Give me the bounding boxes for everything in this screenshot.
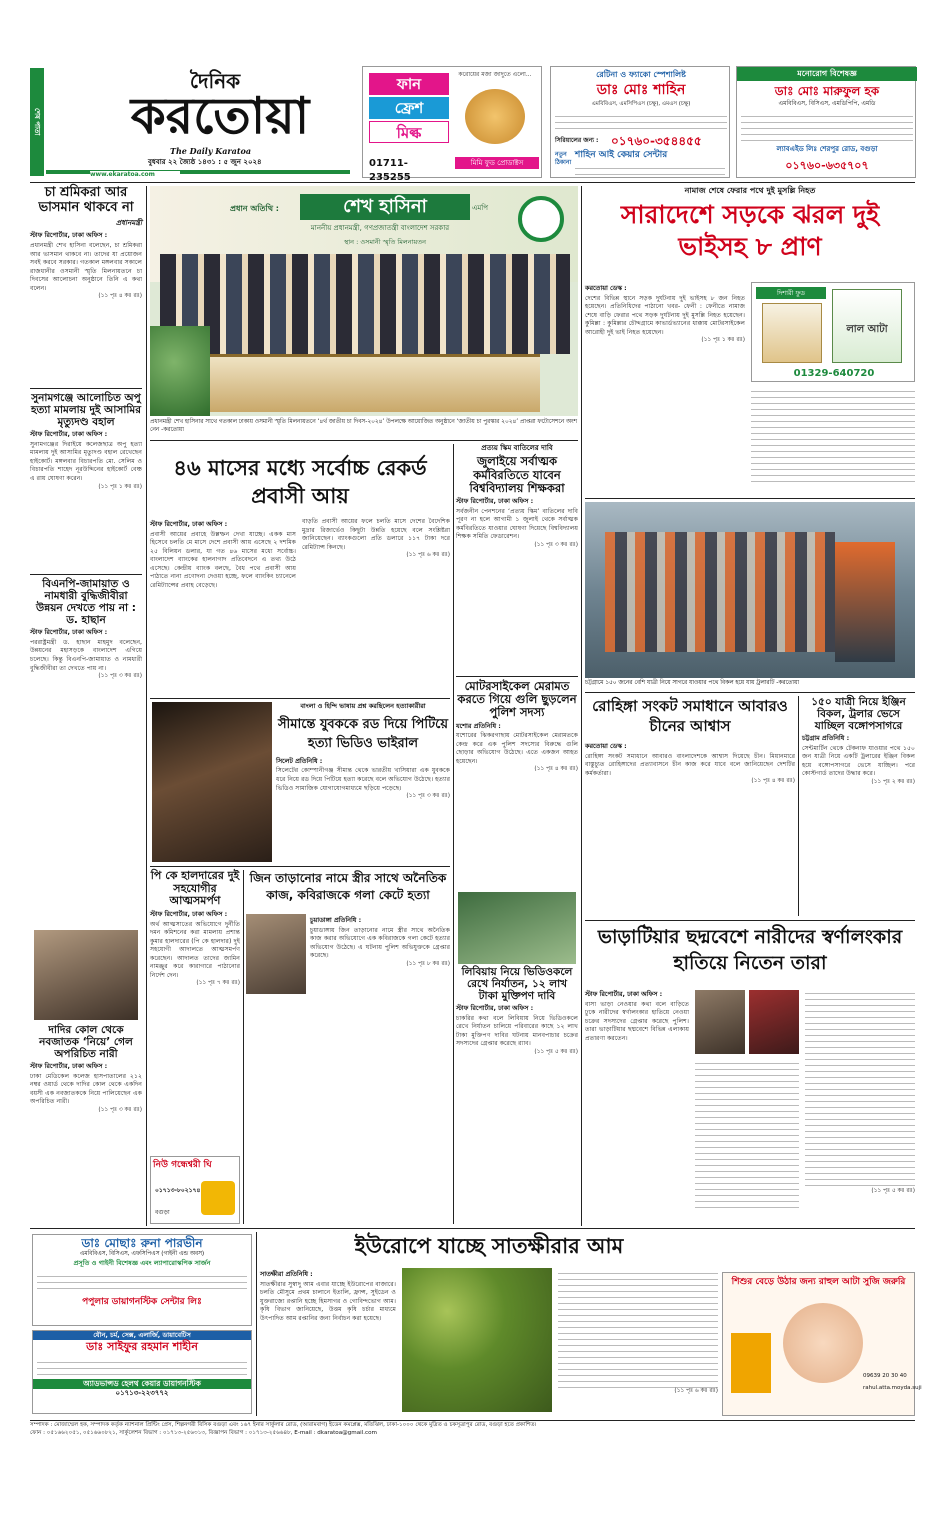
atta-packet-image <box>762 303 822 363</box>
chief-guest-label: প্রধান অতিথি : <box>230 204 280 213</box>
ad-shahin-center: অ্যাডভান্সড হেলথ কেয়ার ডায়াগনস্টিক <box>33 1379 251 1389</box>
masthead-title-top: দৈনিক <box>189 69 241 93</box>
byline: সাতক্ষীরা প্রতিনিধি : <box>260 1270 313 1278</box>
ad-psych-name: ডাঃ মোঃ মারুফুল হক <box>774 84 880 98</box>
ad-eye-serial: সিরিয়ালের জন্য : <box>555 137 599 144</box>
headline: মোটরসাইকেল মেরামত করতে গিয়ে গুলি ছুড়লেন পুলিশ সদস্য <box>457 679 577 720</box>
ad-psychiatrist <box>736 66 916 178</box>
tea-day-logo <box>518 196 564 242</box>
headline: সারাদেশে সড়কে ঝরল দুই ভাইসহ ৮ প্রাণ <box>620 199 880 261</box>
headline: সুনামগঞ্জে আলোচিত অপু হত্যা মামলায় দুই আসামির মৃত্যুদণ্ড বহাল <box>30 392 142 429</box>
photo-caption: প্রধানমন্ত্রী শেখ হাসিনার সাথে গতকাল ঢাকায় ওসমানী স্মৃতি মিলনায়তনে ‘৪র্থ জাতীয় চা দিবস-২০২৪’ উপলক্ষে আয়োজিত অনুষ্ঠানে ‘জাতীয় চা পুরস্কার ২০২৪’ প্রাপ্তরা ফটোসেশনে অংশ নেন -করতোয়া <box>150 419 577 434</box>
byline: করতোয়া ডেস্ক : <box>585 742 627 750</box>
trawler-photo <box>585 502 915 678</box>
suspect-photo-2 <box>749 990 799 1054</box>
ad-ghee-brand: নিউ গন্ধেশ্বরী ঘি <box>153 1160 212 1170</box>
headline: জিন তাড়ানোর নামে স্ত্রীর সাথে অনৈতিক কাজ, কবিরাজকে গলা কেটে হত্যা <box>249 871 447 902</box>
ad-runa-center: পপুলার ডায়াগনস্টিক সেন্টার লিঃ <box>82 1296 202 1307</box>
story-bnp <box>30 578 142 926</box>
byline: স্টাফ রিপোর্টার, ঢাকা অফিস : <box>456 497 534 506</box>
libya-victim-photo <box>458 892 576 964</box>
byline: স্টাফ রিপোর্টার, ঢাকা অফিস : <box>30 231 108 240</box>
continued: (১১ পৃঃ ১ কঃ রঃ) <box>701 337 745 344</box>
ad-eye-center: শাহিন আই কেয়ার সেন্টার <box>575 150 668 160</box>
byline: স্টাফ রিপোর্টার, ঢাকা অফিস : <box>150 909 228 918</box>
byline: চুয়াডাঙ্গা প্রতিনিধি : <box>310 916 362 924</box>
byline: সিলেট প্রতিনিধি : <box>276 756 323 765</box>
ad-atta-brand: দিশারী ফুড <box>756 287 826 299</box>
story-trawler <box>802 696 915 916</box>
venue: স্থান : ওসমানী স্মৃতি মিলনায়তন <box>343 238 427 246</box>
story-jinn <box>246 870 450 1224</box>
body: সাতক্ষীরার সুস্বাদু আম এবার যাচ্ছে ইউরোপের বাজারে। চলতি মৌসুমে প্রথম চালানে ইতালি, ফ্রান্স, সুইডেন ও যুক্তরাজ্যে রপ্তানি হচ্ছে হিমসাগর ও গোবিন্দভোগ আম। কৃষি বিভাগ জানিয়েছে, উত্তম কৃষি চর্চার মাধ্যমে উৎপাদিত আম রপ্তানির জন্য নির্বাচন করা হয়েছে। <box>260 1280 396 1322</box>
ad-dr-shahin <box>32 1330 252 1414</box>
byline: স্টাফ রিপোর্টার, ঢাকা অফিস : <box>30 1062 108 1071</box>
ad-milk-word1: ফান <box>369 73 449 95</box>
ad-runa-degree: এমবিবিএস, বিসিএস, এফসিপিএস (গাইনী এন্ড অবস) <box>79 1251 205 1258</box>
byline: চট্টগ্রাম প্রতিনিধি : <box>802 734 850 743</box>
ad-psych-top: মনোরোগ বিশেষজ্ঞ <box>737 67 917 81</box>
ad-atta-phone: 01329-640720 <box>793 368 875 379</box>
dignitaries-group <box>160 254 570 354</box>
ad-dr-runa <box>32 1234 252 1326</box>
kabiraj-photo <box>246 914 306 994</box>
byline: স্টাফ রিপোর্টার, ঢাকা অফিস : <box>585 990 663 998</box>
ad-milk <box>362 66 542 183</box>
continued: (১১ পৃঃ ৪ কঃ রঃ) <box>98 293 142 300</box>
footer <box>30 1422 915 1446</box>
ad-milk-slogan: করোয়ের মজা জাদুতে এলো... <box>458 71 532 78</box>
ad-milk-word3: মিল্ক <box>369 121 449 143</box>
continued: (১১ পৃঃ ২ কঃ রঃ) <box>871 779 915 786</box>
headline: দাদির কোল থেকে নবজাতক ‘নিয়ে’ গেল অপরিচিত নারী <box>39 1024 133 1061</box>
story-pk-haldar <box>150 870 240 1150</box>
continued: (১১ পৃঃ ৩ কঃ রঃ) <box>98 1107 142 1114</box>
story-tea-workers <box>30 186 142 386</box>
story-police <box>456 680 578 890</box>
suspect-photo-1 <box>695 990 745 1054</box>
headline: ১৫০ যাত্রী নিয়ে ইঞ্জিন বিকল, ট্রলার ভেসে যাচ্ছিল বঙ্গোপসাগরে <box>811 696 906 733</box>
body: সিলেটের কোম্পানীগঞ্জ সীমান্ত থেকে ভারতীয় খাসিয়ারা এক যুবককে ধরে নিয়ে রড দিয়ে পিটিয়ে হত্যা করেছে বলে অভিযোগ উঠেছে। হত্যার ভিডিও সামাজিক যোগাযোগমাধ্যমে ছড়িয়ে পড়েছে। <box>276 767 450 792</box>
headline: সীমান্তে যুবককে রড দিয়ে পিটিয়ে হত্যা ভিডিও ভাইরাল <box>277 716 449 751</box>
body: পররাষ্ট্রমন্ত্রী ড. হাছান মাহমুদ বলেছেন, উন্নয়নের মহাসড়কে বাংলাদেশ এগিয়ে চলেছে। কিন্তু বিএনপি-জামায়াত ও নামধারী বুদ্ধিজীবীরা তা দেখতে পায় না। <box>30 638 142 672</box>
chief-guest-suffix: এমপি <box>472 204 488 212</box>
ad-ghee <box>150 1156 240 1224</box>
masthead-url[interactable]: www.ekaratoa.com <box>90 171 180 179</box>
side-label: শেষ পাতা <box>30 68 44 176</box>
body: সেন্টমার্টিন থেকে টেকনাফ যাওয়ার পথে ১৫০ জন যাত্রী নিয়ে একটি ট্রলারের ইঞ্জিন বিকল হয়ে বঙ্গোপসাগরে ভেসে যাচ্ছিল। পরে কোস্টগার্ড তাদের উদ্ধার করে। <box>802 744 915 778</box>
ad-eye-name: ডাঃ মোঃ শাহিন <box>596 82 686 98</box>
continued: (১১ পৃঃ ৩ কঃ রঃ) <box>534 541 578 548</box>
ad-shahin-phone: ০১৭১৩-২২৩৭৭২ <box>115 1388 169 1397</box>
byline: করতোয়া ডেস্ক : <box>585 284 627 292</box>
mango-photo <box>402 1268 552 1412</box>
continued: (১১ পৃঃ ৫ কঃ রঃ) <box>871 1188 915 1194</box>
ad-shahin-spec: যৌন, চর্ম, সেক্স, এলার্জি, ডায়াবেটিস <box>33 1331 251 1340</box>
ad-psych-degree: এমবিবিএস, বিসিএস, এমডিপিপি, এমডি <box>778 100 876 107</box>
body: চুয়াডাঙ্গায় জিন তাড়ানোর নামে স্ত্রীর সাথে অনৈতিক কাজ করার অভিযোগে এক কবিরাজকে গলা কেটে হত্যার অভিযোগ উঠেছে। এ ঘটনায় পুলিশ অভিযুক্তকে গ্রেপ্তার করেছে। <box>310 926 450 960</box>
ad-baby-web: rahul.atta.moyda.suji <box>863 1385 922 1391</box>
continued: (১১ পৃঃ ৭ কঃ রঃ) <box>196 980 240 987</box>
ad-eye-phone: ০১৭৬০-৩৫৪৪৫৫ <box>611 134 702 148</box>
story-teachers <box>456 444 578 674</box>
ad-runa-spec: প্রসূতি ও গাইনী বিশেষজ্ঞ এবং ল্যাপারোস্কপিক সার্জন <box>73 1259 211 1267</box>
headline: বিএনপি-জামায়াত ও নামধারী বুদ্ধিজীবীরা উন্নয়ন দেখতে পায় না : ড. হাছান <box>36 578 136 627</box>
headline: ৪৬ মাসের মধ্যে সর্বোচ্চ রেকর্ড প্রবাসী আয় <box>173 456 427 508</box>
continued: (১১ পৃঃ ৩ কঃ রঃ) <box>98 673 142 680</box>
masthead-title: করতোয়া <box>130 87 310 145</box>
headline: ইউরোপে যাচ্ছে সাতক্ষীরার আম <box>354 1234 624 1258</box>
ad-ghee-place: বগুড়া <box>155 1209 170 1216</box>
ad-milk-brand: মিমি ফুড প্রোডাক্টস <box>455 157 539 169</box>
kicker: নামাজ শেষে ফেরার পথে দুই মুসল্লি নিহত <box>684 186 816 195</box>
story-mango <box>260 1232 718 1416</box>
body: সুনামগঞ্জের দিরাইয়ে কলেজছাত্র অপু হত্যা মামলায় দুই আসামির মৃত্যুদণ্ড বহাল রেখেছেন হাইকোর্ট। মঙ্গলবার বিচারপতি মো. সেলিম ও বিচারপতি শাহেদ নূরউদ্দিনের হাইকোর্ট বেঞ্চ এ রায় ঘোষণা করেন। <box>30 440 142 483</box>
ad-eye-doctor <box>550 66 730 178</box>
baby-image <box>783 1303 863 1383</box>
body: দেশের বিভিন্ন স্থানে সড়ক দুর্ঘটনায় দুই ভাইসহ ৮ জন নিহত হয়েছেন। প্রতিনিধিদের পাঠানো খবর- ফেনী : ফেনীতে নামাজ শেষে বাড়ি ফেরার পথে সড়ক দুর্ঘটনায় দুই মুসল্লি নিহত হয়েছেন। কুমিল্লা : কুমিল্লার চৌদ্দগ্রামে কাভার্ডভ্যানের ধাক্কায় মোটরসাইকেল আরোহী দুই ভাই নিহত হয়েছেন। <box>585 294 745 336</box>
ad-ghee-phone: ০১৭১৩-৮০২১৭৪ <box>155 1187 201 1194</box>
ad-baby-food <box>722 1272 922 1416</box>
ad-milk-phone: 01711-235255 <box>369 158 411 183</box>
ad-psych-phone: ০১৭৬০-৬৩৫৭০৭ <box>785 159 869 172</box>
ad-baby-phone: 09639 20 30 40 <box>863 1373 907 1379</box>
chief-guest: শেখ হাসিনা <box>300 194 470 220</box>
story-gold-theft <box>585 924 915 1224</box>
headline: লিবিয়ায় নিয়ে ভিডিওকলে রেখে নির্যাতন, ১২ লাখ টাকা মুক্তিপণ দাবি <box>461 966 573 1003</box>
body: সর্বজনীন পেনশনের ‘প্রত্যয় স্কিম’ বাতিলের দাবি পূরণ না হলে আগামী ১ জুলাই থেকে সর্বাত্মক কর্মবিরতিতে যাওয়ার ঘোষণা দিয়েছে বিশ্ববিদ্যালয় শিক্ষক সমিতি ফেডারেশন। <box>456 507 578 541</box>
body-2: বাড়তি প্রবাসী আয়ের ফলে চলতি মাসে দেশের বৈদেশিক মুদ্রার রিজার্ভেও কিছুটা উন্নতি হয়েছে বলে সংশ্লিষ্টরা জানিয়েছেন। ব্যাংকগুলো প্রতি ডলারে ১১৭ টাকা দরে রেমিট্যান্স কিনছে। <box>302 518 450 551</box>
continued: (১১ পৃঃ ৩ কঃ রঃ) <box>406 793 450 800</box>
body: প্রবাসী আয়ের প্রবাহে উল্লম্ফন দেখা যাচ্ছে। একক মাস হিসেবে চলতি মে মাসে দেশে প্রবাসী আয় এসেছে ২ দশমিক ২৫ বিলিয়ন ডলার, যা গত ৪৬ মাসের মধ্যে সর্বোচ্চ। বাংলাদেশ ব্যাংকের হালনাগাদ প্রতিবেদনে এ তথ্য উঠে এসেছে। কেন্দ্রীয় ব্যাংক বলছে, বৈধ পথে প্রবাসী আয় পাঠাতে নানা প্রণোদনা দেওয়া হচ্ছে, ফলে ব্যাংকিং চ্যানেলে রেমিট্যান্সের প্রবাহ বেড়েছে। <box>150 530 296 589</box>
story-sylhet-murder <box>30 392 142 572</box>
headline: রোহিঙ্গা সংকট সমাধানে আবারও চীনের আশ্বাস <box>592 697 788 735</box>
tag: প্রধানমন্ত্রী <box>115 218 142 227</box>
body: প্রধানমন্ত্রী শেখ হাসিনা বলেছেন, চা শ্রমিকরা আর ভাসমান থাকবে না। তাদের যা প্রয়োজন সবই করবে সরকার। গতকাল মঙ্গলবার সকালে রাজধানীর ওসমানী স্মৃতি মিলনায়তনে চা দিবসের আলোচনা অনুষ্ঠানে তিনি এ কথা বলেন। <box>30 241 142 292</box>
continued: (১১ পৃঃ ৫ কঃ রঃ) <box>534 1049 578 1056</box>
body: বাসা ভাড়া নেওয়ার কথা বলে বাড়িতে ঢুকে নারীদের স্বর্ণালংকার হাতিয়ে নেওয়া চক্রের সদস্যদের গ্রেপ্তার করেছে পুলিশ। তারা ভাড়াটিয়ার ছদ্মবেশে বিভিন্ন এলাকায় প্রতারণা করতেন। <box>585 1000 689 1042</box>
body: চাকরির কথা বলে লিবিয়ায় নিয়ে ভিডিওকলে রেখে নির্যাতন চালিয়ে পরিবারের কাছে ১২ লাখ টাকা মুক্তিপণ দাবির ঘটনায় মানবপাচার চক্রের সদস্যদের গ্রেপ্তার করেছে র‌্যাব। <box>456 1014 578 1048</box>
byline: স্টাফ রিপোর্টার, ঢাকা অফিস : <box>150 520 228 528</box>
byline: যশোর প্রতিনিধি : <box>456 721 501 730</box>
body: ঢাকা মেডিকেল কলেজ হাসপাতালের ২১২ নম্বর ওয়ার্ড থেকে দাদির কোল থেকে একদিন বয়সী এক নবজাতককে নিয়ে পালিয়েছেন এক অপরিচিত নারী। <box>30 1072 142 1106</box>
headline: পি কে হালদারের দুই সহযোগীর আত্মসমর্পণ <box>150 869 240 908</box>
masthead <box>30 62 350 180</box>
byline: স্টাফ রিপোর্টার, ঢাকা অফিস : <box>30 628 108 637</box>
ad-shahin-name: ডাঃ সাইফুর রহমান শাহীন <box>86 1339 198 1353</box>
continued: (১১ পৃঃ ৬ কঃ রঃ) <box>406 552 450 559</box>
chief-guest-title: মাননীয় প্রধানমন্ত্রী, গণপ্রজাতন্ত্রী বাংলাদেশ সরকার <box>310 224 450 232</box>
ghee-jar-image <box>201 1181 235 1215</box>
headline: চা শ্রমিকরা আর ভাসমান থাকবে না <box>38 185 134 215</box>
ad-milk-word2: ফ্রেশ <box>369 97 449 119</box>
footer-line2: ফোন : ০৫১৬৬২০৫১, ০৫১৬৬০৮২১, সার্কুলেশন বিভাগ : ০১৭১৩-২৫৬৩১৩, বিজ্ঞাপন বিভাগ : ০১৭১৩-২৫৬৬৪৮, E-mail : dkaratoa@gmail.com <box>30 1429 378 1436</box>
continued: (১১ পৃঃ ১ কঃ রঃ) <box>98 483 142 490</box>
masthead-title-en: The Daily Karatoa <box>170 146 252 156</box>
kicker: বাংলা ও হিন্দি ভাষায় প্রশ্ন করছিলেন হত্যাকারীরা <box>300 702 426 710</box>
ad-eye-degree: এমবিবিএস, এমসিপিএস (চক্ষু), এমএস (চক্ষু) <box>591 101 691 107</box>
continued: (১১ পৃঃ ৬ কঃ রঃ) <box>674 1388 718 1394</box>
tea-plant-image <box>150 326 210 416</box>
kicker: প্রত্যয় স্কিম বাতিলের দাবি <box>481 444 553 452</box>
border-video-photo <box>152 702 272 862</box>
grandma-photo <box>34 930 138 1020</box>
tea-day-photo <box>150 186 578 416</box>
story-remittance <box>150 444 450 696</box>
ad-atta-product: লাল আটা <box>846 324 888 335</box>
story-border <box>276 702 450 862</box>
headline: ভাড়াটিয়ার ছদ্মবেশে নারীদের স্বর্ণালংকার হাতিয়ে নিতেন তারা <box>597 926 903 974</box>
body: রোহিঙ্গা সংকট সমাধানে আবারও বাংলাদেশকে আশ্বাস দিয়েছে চীন। মিয়ানমারে বাস্তুচ্যুত রোহিঙ্গাদের প্রত্যাবাসনে চীন কাজ করে যাবে বলে জানিয়েছেন দেশটির কর্মকর্তারা। <box>585 752 795 777</box>
ad-eye-top: রেটিনা ও ফ্যাকো স্পেশালিষ্ট <box>596 70 686 79</box>
product-box-image <box>731 1333 771 1393</box>
body: যশোরের ঝিকরগাছায় মোটরসাইকেল মেরামতকে কেন্দ্র করে এক পুলিশ সদস্যের বিরুদ্ধে গুলি ছোড়ার অভিযোগ উঠেছে। এতে একজন আহত হয়েছেন। <box>456 732 578 765</box>
headline: জুলাইয়ে সর্বাত্মক কর্মবিরতিতে যাবেন বিশ্ববিদ্যালয় শিক্ষকরা <box>469 454 565 495</box>
ad-runa-name: ডাঃ মোছাঃ রুনা পারভীন <box>81 1236 203 1250</box>
story-rohingya <box>585 696 795 896</box>
body: অর্থ আত্মসাতের অভিযোগে দুর্নীতি দমন কমিশনের করা মামলায় প্রশান্ত কুমার হালদারের (পি কে হালদার) দুই সহযোগী আদালতে আত্মসমর্পণ করেছেন। আদালত তাদের জামিন নামঞ্জুর করে কারাগারে পাঠানোর নির্দেশ দেন। <box>150 920 240 979</box>
ad-atta <box>751 282 915 382</box>
continued: (১১ পৃঃ ৮ কঃ রঃ) <box>406 960 450 967</box>
footer-line1: সম্পাদক : মোজাম্মেল হক, সম্পাদক কর্তৃক ন্যাশনাল প্রিন্টিং প্রেস, শিল্পনগরী বিসিক বগুড়া এবং ১৬৭ ইনার সার্কুলার রোড, (আরামবাগ) ইডেন কমপ্লেক্স, মতিঝিল, ঢাকা-১০০০ থেকে মুদ্রিত ও চকসূত্রাপুর রোড, বগুড়া হতে প্রকাশিত। <box>30 1422 537 1428</box>
ad-eye-new: নতুন ঠিকানা <box>555 151 572 167</box>
continued: (১১ পৃঃ ৪ কঃ রঃ) <box>534 766 578 773</box>
story-newborn <box>30 1024 142 1224</box>
continued: (১১ পৃঃ ৪ কঃ রঃ) <box>751 778 795 785</box>
ad-psych-place: ল্যাবএইড লিঃ শেরপুর রোড, বগুড়া <box>776 145 878 153</box>
masthead-date: বুধবার ২২ জ্যৈষ্ঠ ১৪৩১ : ৫ জুন ২০২৪ <box>148 158 262 166</box>
byline: স্টাফ রিপোর্টার, ঢাকা অফিস : <box>30 430 108 439</box>
byline: স্টাফ রিপোর্টার, ঢাকা অফিস : <box>456 1004 534 1013</box>
trawler-caption: চট্টগ্রামে ১৫০ জনের বেশি যাত্রী নিয়ে সাগরে যাওয়ার পথে বিকল হয়ে যায় ট্রলারটি -করতোয়া <box>585 680 800 686</box>
stage-front <box>190 354 540 412</box>
biscuit-image <box>465 89 525 144</box>
story-road-accident <box>585 186 915 496</box>
ad-baby-headline: শিশুর বেড়ে উঠার জন্য রাহুল আটা সুজি জরুরি <box>731 1277 906 1287</box>
story-libya <box>456 966 578 1224</box>
